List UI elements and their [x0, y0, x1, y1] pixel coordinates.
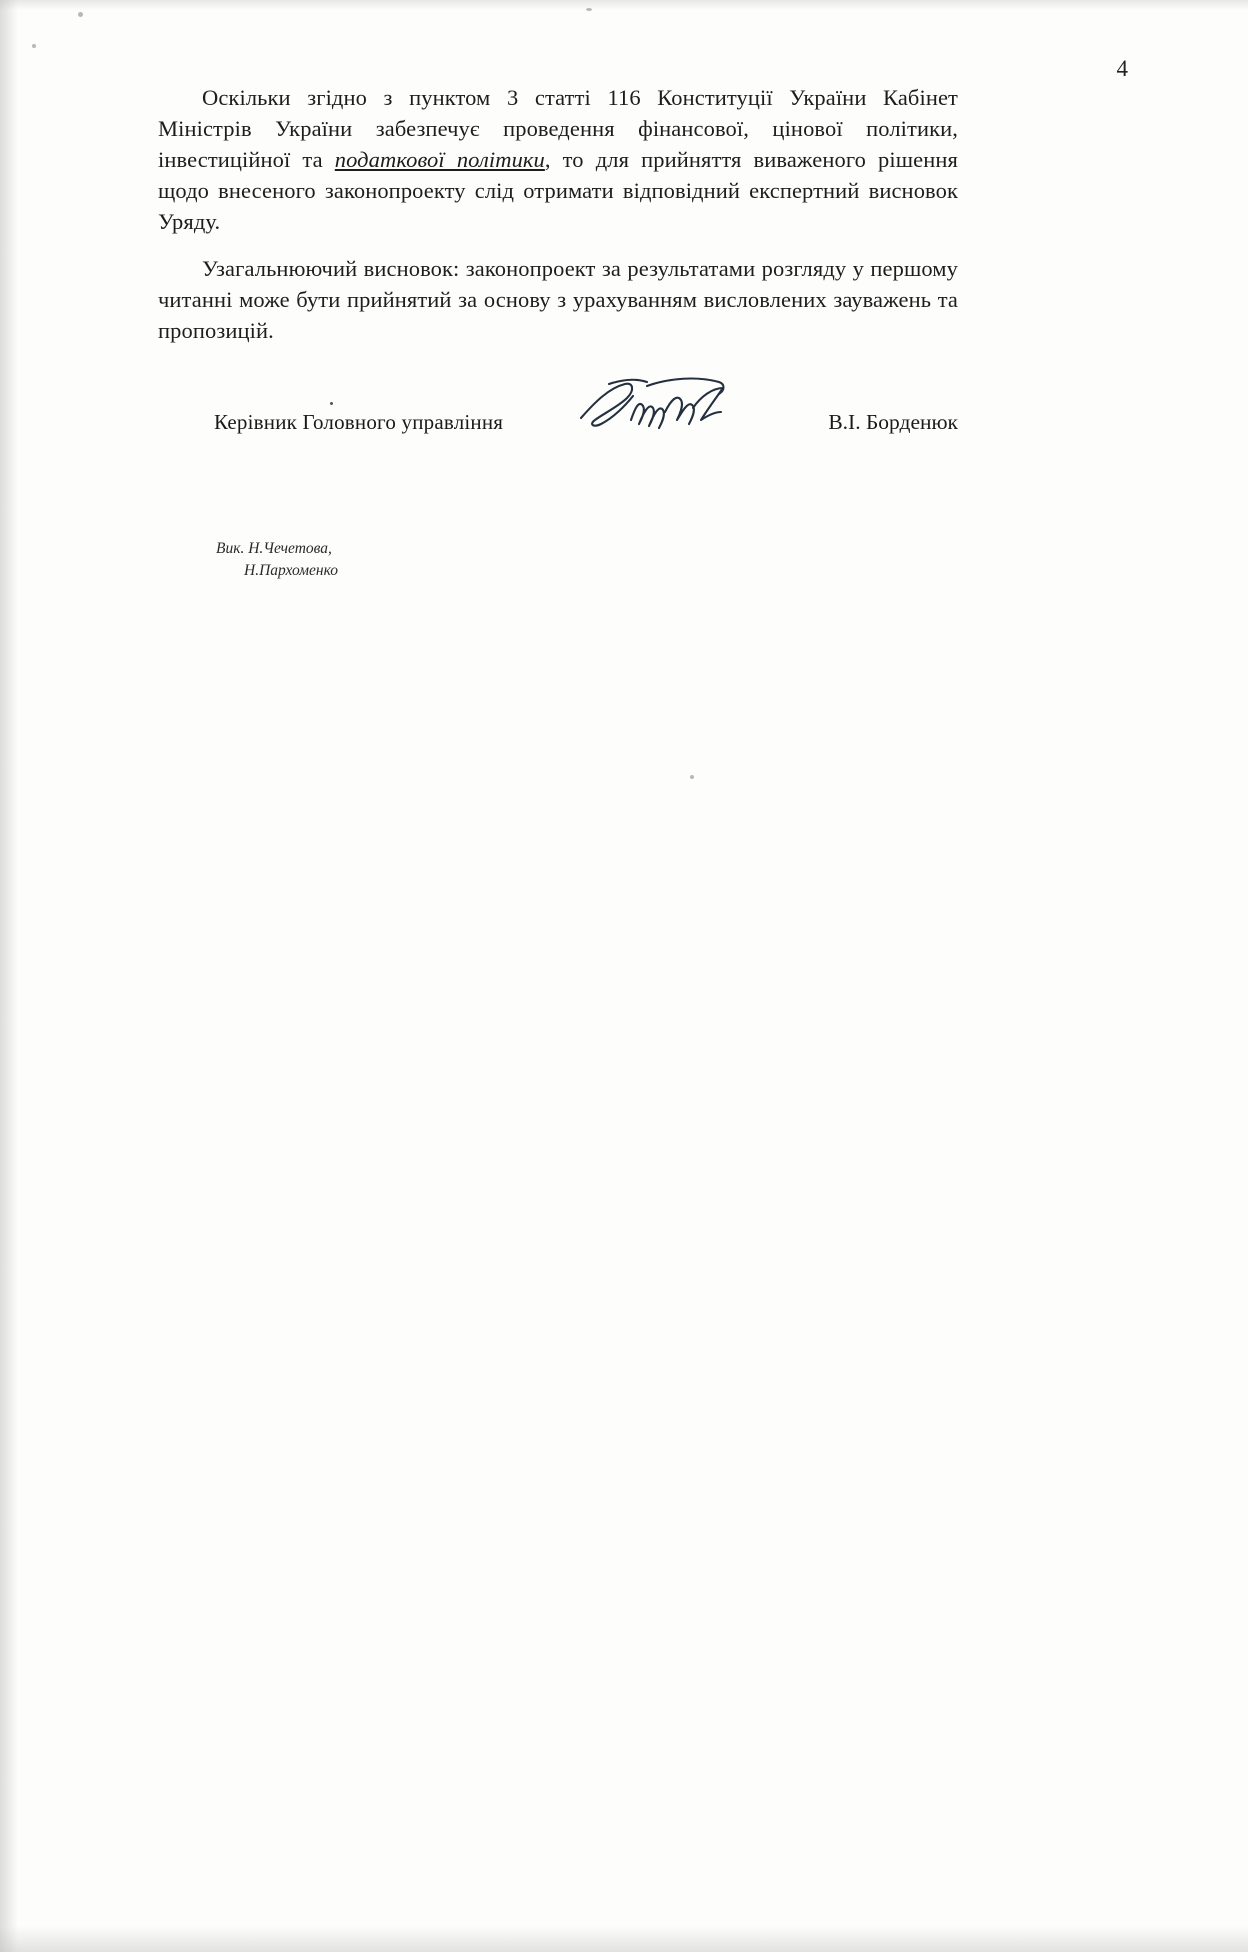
- handwritten-signature-icon: [573, 372, 753, 442]
- paragraph-1: [158, 82, 958, 237]
- paragraph-1-emphasis: податкової політики: [334, 147, 545, 172]
- scan-speck: [78, 12, 83, 17]
- paragraph-1-tail: , то для прийняття виваженого рішення щодо внесеного законопроекту слід отримати відповідний експертний висновок Уряду.: [158, 147, 958, 234]
- page-number: 4: [1116, 56, 1128, 81]
- paragraph-1-lead: Оскільки згідно з пунктом 3 статті 116 Конституції України Кабінет Міністрів України забезпечує проведення фінансової, цінової політики, інвестиційної та: [158, 85, 958, 172]
- document-body: [158, 82, 958, 346]
- scan-speck: [690, 775, 694, 779]
- signatory-title: Керівник Головного управління: [214, 410, 504, 434]
- scan-edge-left: [0, 0, 18, 1952]
- scan-edge-bottom: [0, 1926, 1248, 1952]
- signatory-name: В.І. Борденюк: [828, 410, 958, 434]
- executors-note: [216, 538, 338, 582]
- paragraph-2: Узагальнюючий висновок: законопроект за результатами розгляду у першому читанні може бути прийнятий за основу з урахуванням висловлених зауважень та пропозицій.: [158, 256, 958, 343]
- scan-speck: [32, 44, 36, 48]
- scan-speck: [586, 8, 592, 11]
- signature-block: [158, 400, 958, 460]
- executor-line-1: Вик. Н.Чечетова,: [216, 540, 332, 557]
- scan-edge-top: [0, 0, 1248, 10]
- executor-line-2: Н.Пархоменко: [244, 562, 338, 579]
